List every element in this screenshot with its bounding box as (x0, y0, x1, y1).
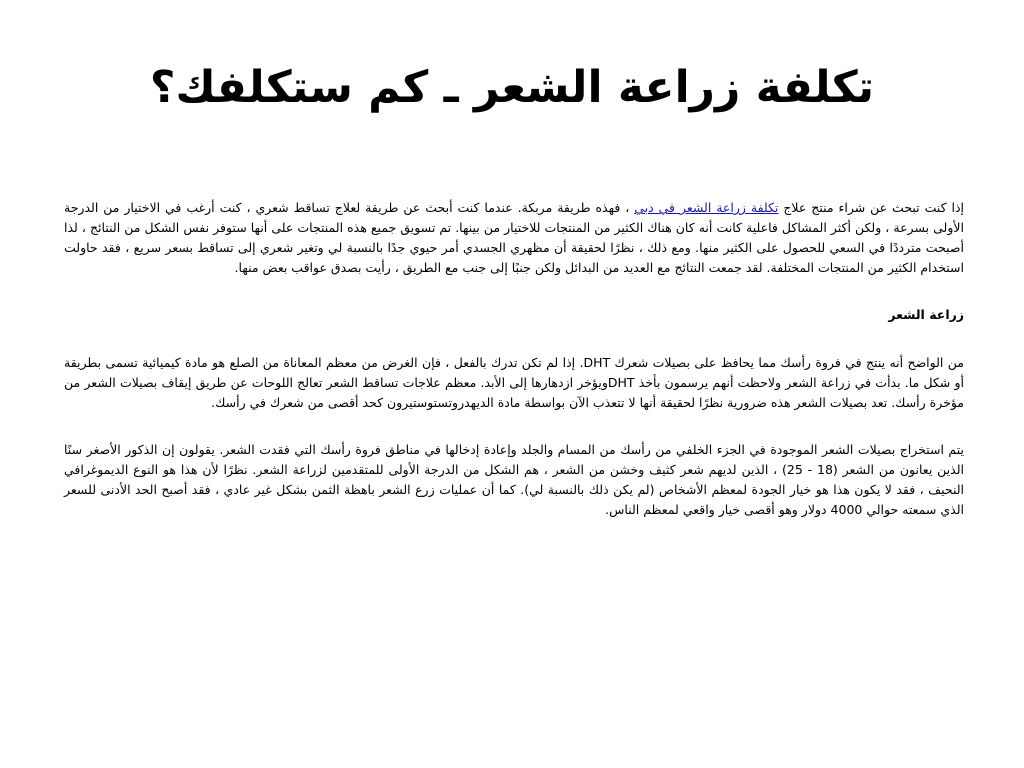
section-subheading: زراعة الشعر (888, 307, 964, 322)
slide-title: تكلفة زراعة الشعر ـ كم ستكلفك؟ (149, 62, 875, 113)
paragraph-procedure: يتم استخراج بصيلات الشعر الموجودة في الجزء الخلفي من رأسك من المسام والجلد وإعادة إدخالها في مناطق فروة رأسك التي فقدت الشعر. يقولون إن الذكور الأصغر سنًا الذين يعانون من الشعر (18 - 25) ، الذين لديهم شعر كثيف وخشن من الشعر ، هم الشكل من الدرجة الأولى للمتقدمين لزراعة الشعر. نظرًا لأن هذا هو النوع الديموغرافي النحيف ، فقد لا يكون هذا هو خيار الجودة لمعظم الأشخاص (لم يكن ذلك بالنسبة لي). كما أن عمليات زرع الشعر باهظة الثمن بشكل غير عادي ، فقد أصبح الحد الأدنى للسعر الذي سمعته حوالي 4000 دولار وهو أقصى خيار واقعي لمعظم الناس. (64, 442, 964, 517)
paragraph-intro (64, 198, 964, 278)
paragraph-intro-after-link: ، فهذه طريقة مربكة. عندما كنت أبحث عن طريقة لعلاج تساقط شعري ، كنت أرغب في الاختيار من الدرجة الأولى بسرعة ، ولكن أكثر المشاكل فاعلية كانت أنه كان هناك الكثير من المنتجات للاختيار من بينها. تم تسويق جميع هذه المنتجات على أنها ستوفر نفس الشكل من النتائج ، لذا أصبحت مترددًا في السعي للحصول على الكثير منها. ومع ذلك ، نظرًا لحقيقة أن مظهري الجسدي أمر حيوي جدًا بالنسبة لي وتغير شعري إلى تساقط بسعر سريع ، فقد حاولت استخدام الكثير من المنتجات المختلفة. لقد جمعت النتائج مع العديد من البدائل ولكن جنبًا إلى جنب مع الطريق ، رأيت بصدق عواقب بعض منها. (64, 200, 964, 275)
paragraph-dht: من الواضح أنه ينتج في فروة رأسك مما يحافظ على بصيلات شعرك DHT. إذا لم تكن تدرك بالفعل ، فإن الغرض من معظم المعاناة من الصلع هو مادة كيميائية تسمى بطريقة أو شكل ما. بدأت في زراعة الشعر ولاحظت أنهم يرسمون بأخذ DHTويؤخر ازدهارها إلى الأبد. معظم علاجات تساقط الشعر تعالج اللوحات عن طريق إيقاف بصيلات الشعر من مؤخرة رأسك. تعد بصيلات الشعر هذه ضرورية نظرًا لحقيقة أنها لا تتعذب الآن بواسطة مادة الديهدروتستوستيرون كحد أقصى من شعرك في رأسك. (64, 355, 964, 410)
slide-body (64, 198, 964, 520)
hair-transplant-cost-link[interactable]: تكلفة زراعة الشعر في دبي (634, 200, 779, 215)
paragraph-intro-before-link: إذا كنت تبحث عن شراء منتج علاج (778, 200, 965, 215)
